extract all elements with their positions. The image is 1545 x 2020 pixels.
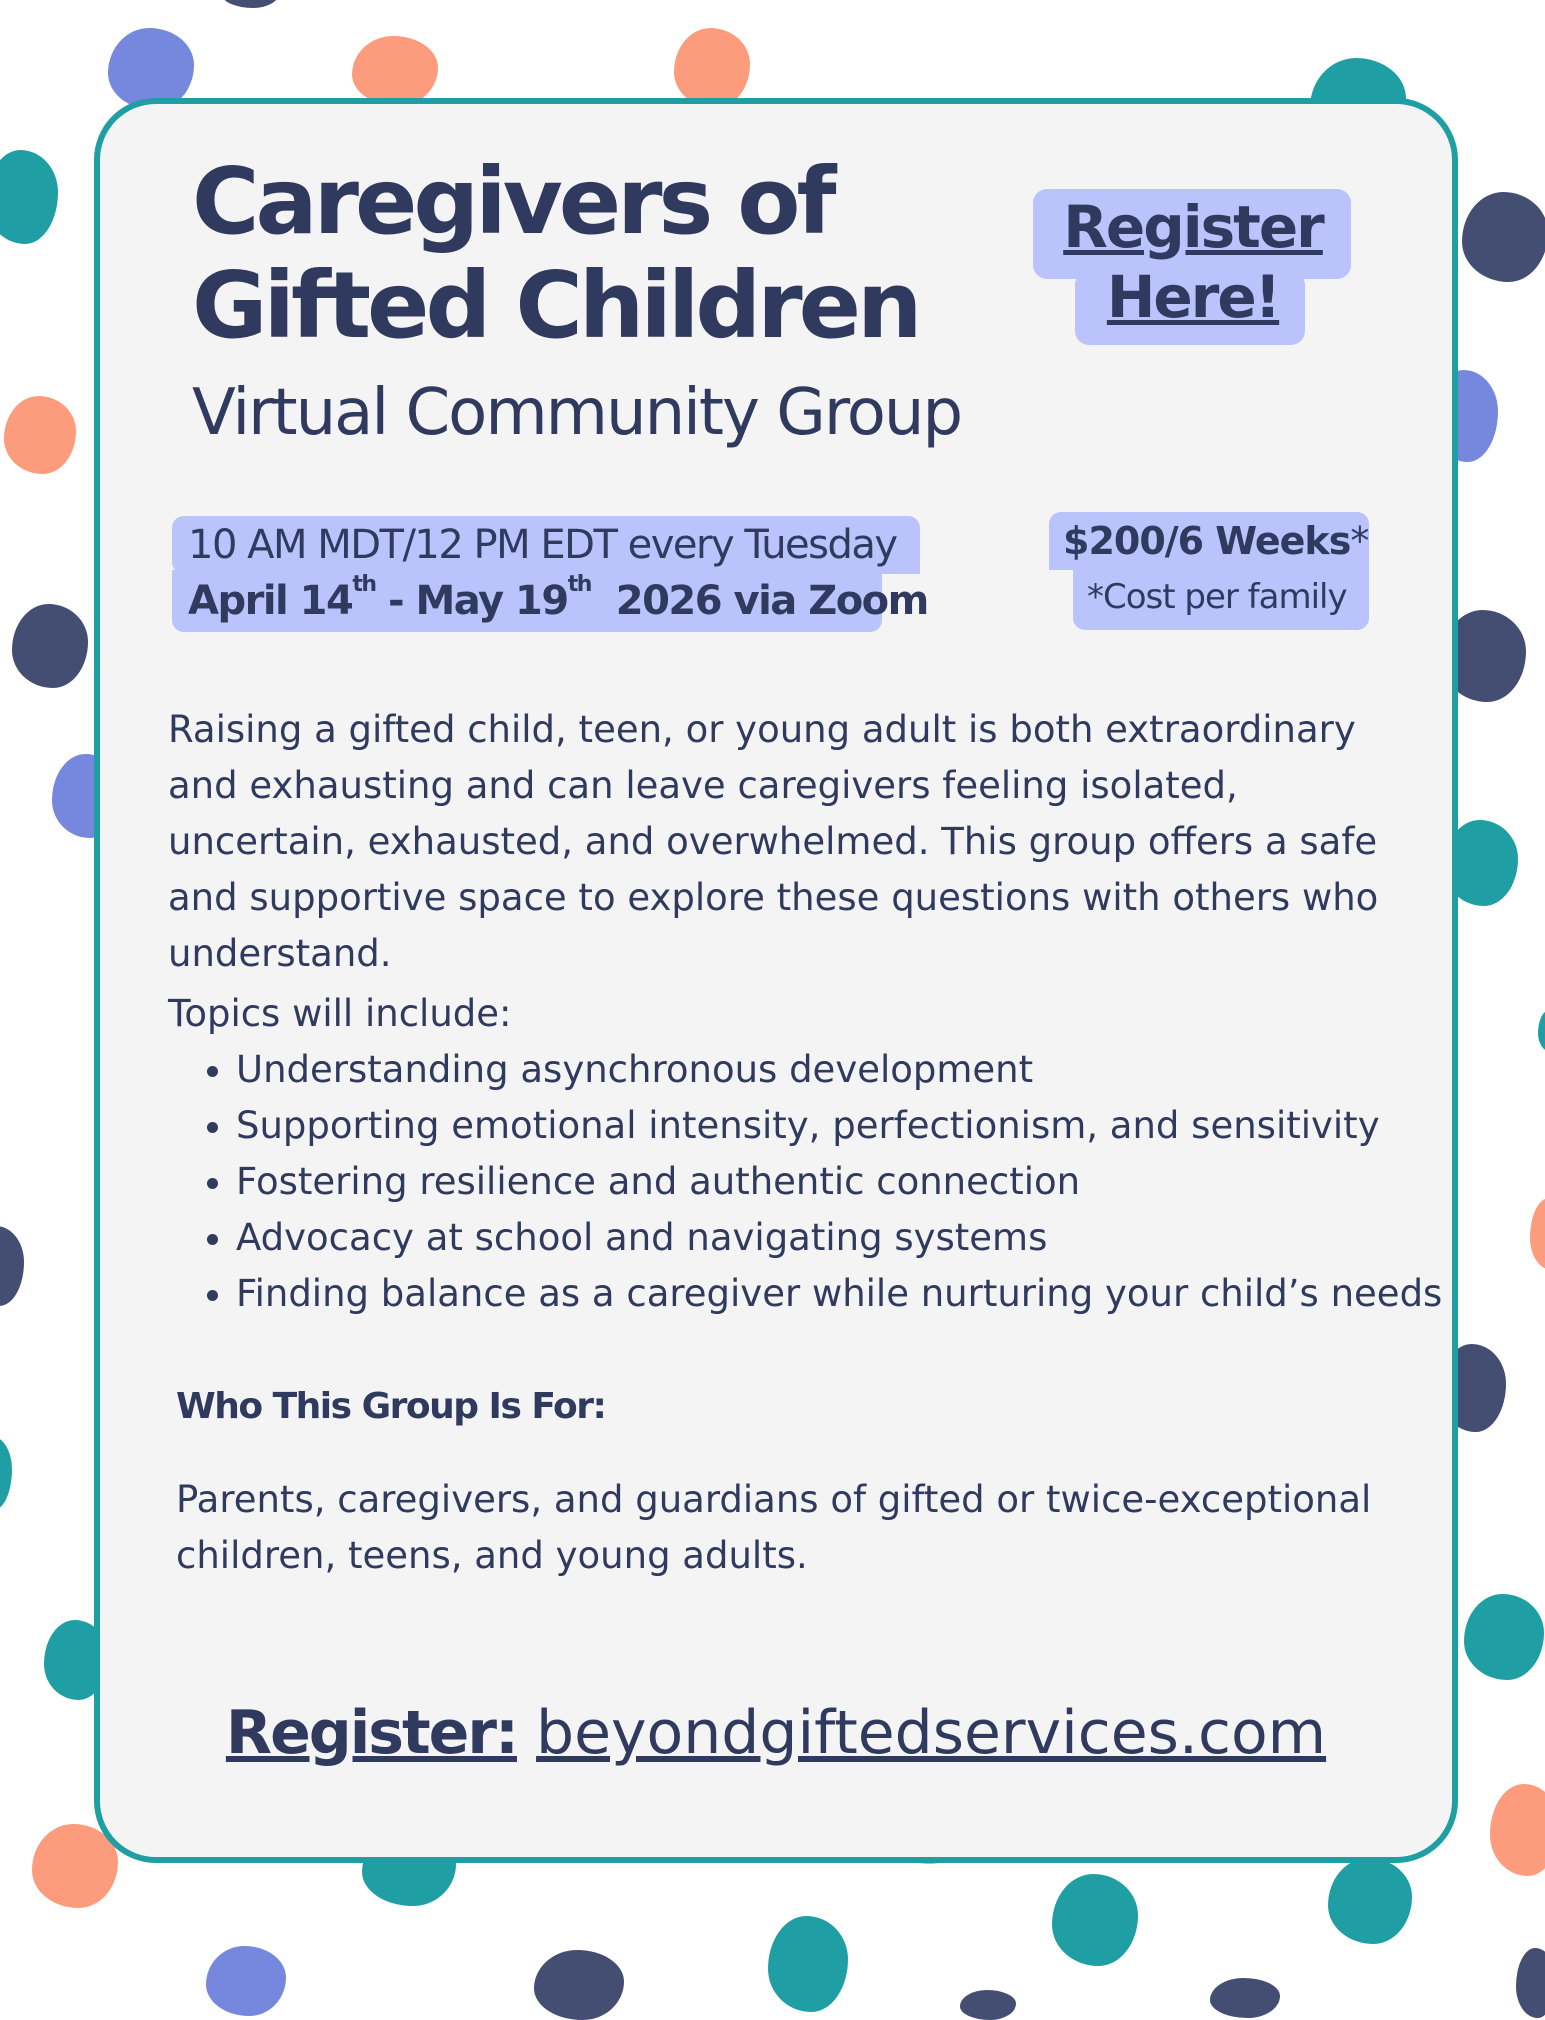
register-here-button[interactable] xyxy=(1033,189,1353,349)
who-heading: Who This Group Is For: xyxy=(176,1386,606,1427)
topics-label: Topics will include: xyxy=(168,992,512,1035)
topics-list xyxy=(190,1042,1466,1322)
title-line-2: Gifted Children xyxy=(192,252,919,359)
flyer-title xyxy=(192,150,919,358)
end-date: May 19 xyxy=(415,578,568,624)
price-asterisk: * xyxy=(1350,519,1369,563)
price-note: *Cost per family xyxy=(1073,566,1369,630)
title-line-1: Caregivers of xyxy=(192,148,833,255)
list-item: • Finding balance as a caregiver while nurturing your child’s needs xyxy=(236,1266,1466,1322)
start-date: April 14 xyxy=(188,578,353,624)
register-here-link-line-1[interactable]: Register xyxy=(1063,193,1323,261)
date-dash: - xyxy=(375,578,416,624)
end-date-suffix: th xyxy=(567,572,591,597)
start-date-suffix: th xyxy=(352,572,376,597)
register-footer xyxy=(100,1698,1452,1768)
list-item: • Advocacy at school and navigating systems xyxy=(236,1210,1466,1266)
register-label-link[interactable]: Register: xyxy=(225,1698,517,1768)
schedule-time: 10 AM MDT/12 PM EDT every Tuesday xyxy=(172,516,920,574)
flyer-subtitle: Virtual Community Group xyxy=(192,376,962,450)
flyer-card xyxy=(94,98,1458,1863)
register-here-link-line-2[interactable]: Here! xyxy=(1106,263,1280,331)
list-item: • Fostering resilience and authentic connection xyxy=(236,1154,1466,1210)
price xyxy=(1049,512,1369,570)
schedule-year-platform: 2026 via Zoom xyxy=(590,578,928,624)
register-url-link[interactable]: beyondgiftedservices.com xyxy=(536,1698,1327,1768)
list-item: • Supporting emotional intensity, perfectionism, and sensitivity xyxy=(236,1098,1466,1154)
who-paragraph: Parents, caregivers, and guardians of gifted or twice-exceptional children, teens, and young adults. xyxy=(176,1478,1372,1577)
price-amount: $200/6 Weeks xyxy=(1063,519,1351,563)
intro-paragraph: Raising a gifted child, teen, or young adult is both extraordinary and exhausting and can leave caregivers feeling isolated, uncertain, exhausted, and overwhelmed. This group offers a safe and supportive space to explore these questions with others who understand. xyxy=(168,708,1379,975)
list-item: • Understanding asynchronous development xyxy=(236,1042,1466,1098)
schedule-dates xyxy=(172,570,928,632)
